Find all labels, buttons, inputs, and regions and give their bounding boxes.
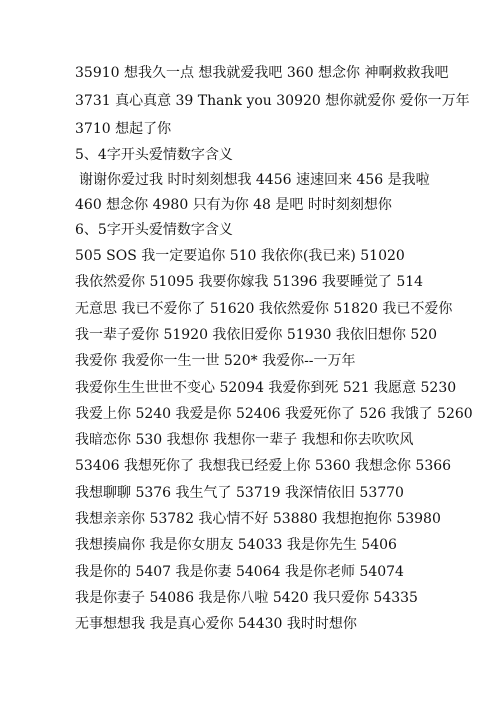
text-line: 我是你的 5407 我是你妻 54064 我是你老师 54074 (75, 564, 404, 580)
section-heading: 5、4字开头爱情数字含义 (75, 147, 233, 163)
text-line: 505 SOS 我一定要追你 510 我依你(我已来) 51020 (75, 248, 405, 264)
text-line: 3710 想起了你 (75, 121, 172, 137)
text-line: 无意思 我已不爱你了 51620 我依然爱你 51820 我已不爱你 (75, 301, 453, 317)
text-line: 我依然爱你 51095 我要你嫁我 51396 我要睡觉了 514 (75, 274, 424, 290)
text-line: 我想亲亲你 53782 我心情不好 53880 我想抱抱你 53980 (75, 511, 441, 527)
text-line: 我爱你 我爱你一生一世 520* 我爱你--一万年 (75, 353, 356, 369)
text-line: 我是你妻子 54086 我是你八啦 5420 我只爱你 54335 (75, 590, 418, 606)
text-line: 3731 真心真意 39 Thank you 30920 想你就爱你 爱你一万年 (75, 93, 470, 109)
text-line: 460 想念你 4980 只有为你 48 是吧 时时刻刻想你 (75, 197, 392, 213)
text-line: 我想揍扁你 我是你女朋友 54033 我是你先生 5406 (75, 537, 397, 553)
text-line: 我一辈子爱你 51920 我依旧爱你 51930 我依旧想你 520 (75, 327, 438, 343)
section-heading: 6、5字开头爱情数字含义 (75, 222, 233, 238)
text-line: 我暗恋你 530 我想你 我想你一辈子 我想和你去吹吹风 (75, 432, 414, 448)
text-line: 我爱上你 5240 我爱是你 52406 我爱死你了 526 我饿了 5260 (75, 406, 473, 422)
text-line: 我爱你生生世世不变心 52094 我爱你到死 521 我愿意 5230 (75, 380, 457, 396)
text-line: 谢谢你爱过我 时时刻刻想我 4456 速速回来 456 是我啦 (79, 172, 430, 188)
text-line: 无事想想我 我是真心爱你 54430 我时时想你 (75, 616, 357, 632)
text-line: 我想聊聊 5376 我生气了 53719 我深情依旧 53770 (75, 485, 404, 501)
text-line: 35910 想我久一点 想我就爱我吧 360 想念你 神啊救救我吧 (75, 65, 449, 81)
text-line: 53406 我想死你了 我想我已经爱上你 5360 我想念你 5366 (75, 458, 452, 474)
